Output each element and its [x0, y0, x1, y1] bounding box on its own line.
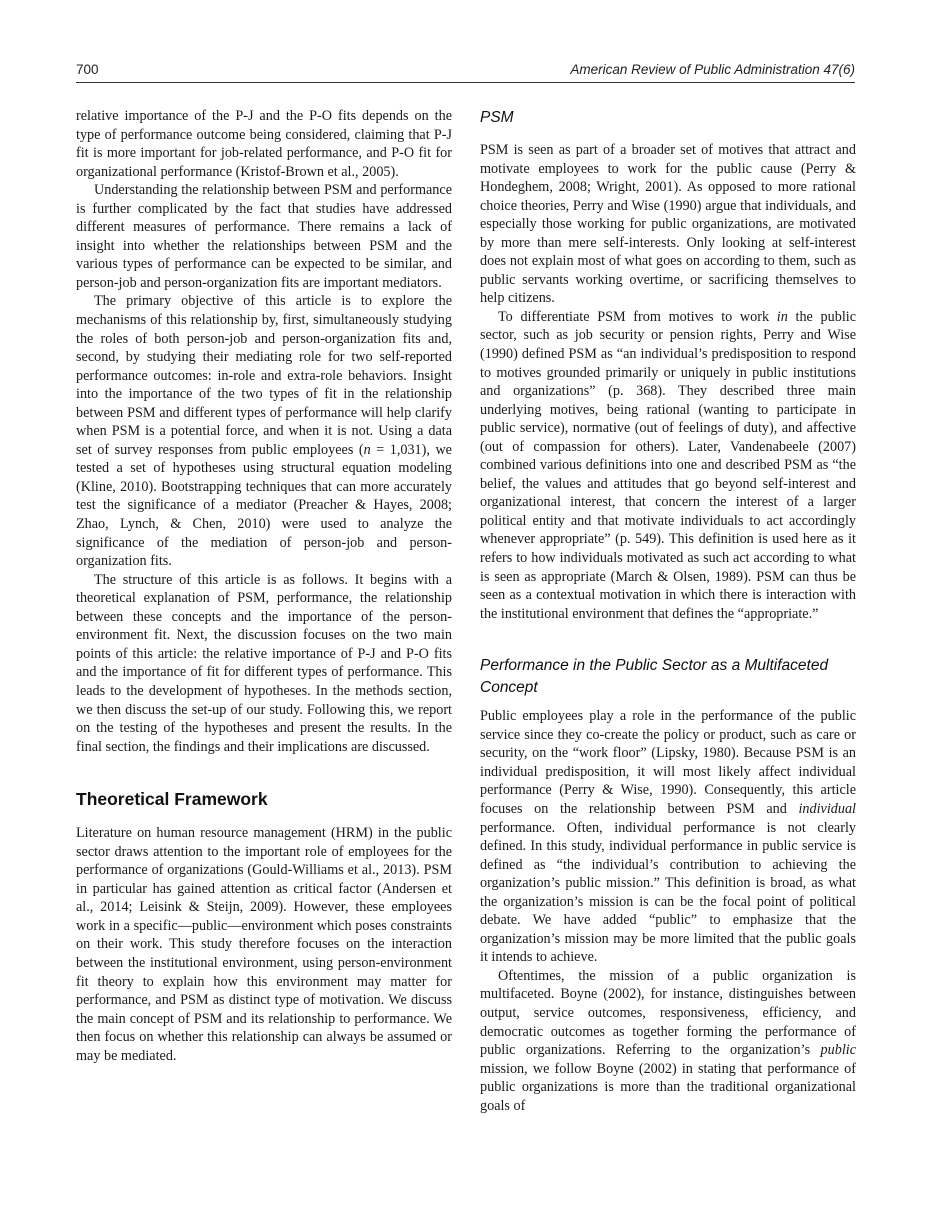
- paragraph: relative importance of the P-J and the P-O fits depends on the type of performance outcome being considered, claiming that P-J fit is more important for job-related performance, and P-O fit for organizational performance (Kristof-Brown et al., 2005).: [76, 108, 452, 180]
- paragraph: Public employees play a role in the performance of the public service since they co-create the policy or product, such as care or security, on the “work floor” (Lipsky, 1980). Because PSM is an individual predisposition, it will most likely affect individual performance (Perry & Wise, 1990). Consequently, this article focuses on the relationship between PSM and individual performance. Often, individual performance is not clearly defined. In this study, individual performance in public service is defined as “the individual’s contribution to achieving the organization’s public mission.” This definition is broad, as what the organization’s mission is can be the focal point of political debate. We have added “public” to emphasize that the organization’s mission may be more limited that the public goals it intends to achieve.: [480, 708, 856, 966]
- paragraph: Understanding the relationship between PSM and performance is further complicated by the fact that studies have addressed different measures of performance. There remains a lack of insight into whether the relationships between PSM and the various types of performance can be expected to be similar, and person-job and person-organization fits are important mediators.: [76, 182, 452, 291]
- paragraph: To differentiate PSM from motives to work in the public sector, such as job security or pension rights, Perry and Wise (1990) defined PSM as “an individual’s predisposition to respond to motives grounded primarily or uniquely in public institutions and organizations” (p. 368). They described three main underlying motives, being rational (wanting to participate in public service), normative (out of feelings of duty), and affective (out of compassion for others). Later, Vandenabeele (2007) combined various definitions into one and described PSM as “the belief, the values and attitudes that go beyond self-interest and organizational interest, that concern the interest of a larger political entity and that motivate individuals to act accordingly whenever appropriate” (p. 549). This definition is used here as it refers to how individuals motivated as such act according to what is seen as appropriate (March & Olsen, 1989). PSM can thus be seen as a contextual motivation in which there is interaction with the institutional environment that defines the “appropriate.”: [480, 308, 857, 622]
- paragraph: Oftentimes, the mission of a public organization is multifaceted. Boyne (2002), for instance, distinguishes between output, service outcomes, responsiveness, efficiency, and democratic outcomes as together forming the performance of public organizations. Referring to the organization’s public mission, we follow Boyne (2002) in stating that performance of public organizations is more than the traditional organizational goals of: [480, 967, 856, 1114]
- paragraph: The primary objective of this article is to explore the mechanisms of this relationship by, first, simultaneously studying the roles of both person-job and person-organization fits and, second, by studying their mediating role for two self-reported performance outcomes: in-role and extra-role behaviors. Insight into the importance of the two types of fit in the relationship between PSM and different types of performance will help clarify when PSM is a potential force, and when it is not. Using a data set of survey responses from public employees (n = 1,031), we tested a set of hypotheses using structural equation modeling (Kline, 2010). Bootstrapping techniques that can more accurately test the significance of a mediator (Preacher & Hayes, 2008; Zhao, Lynch, & Chen, 2010) were used to analyze the significance of the mediation of person-job and person-organization fits.: [76, 293, 452, 570]
- left-column: [76, 107, 452, 1065]
- subsection-heading: Performance in the Public Sector as a Multifaceted Concept: [480, 657, 829, 697]
- page-number: 700: [76, 62, 99, 77]
- section-heading: Theoretical Framework: [76, 789, 268, 810]
- running-header: [76, 62, 855, 77]
- subsection-heading: PSM: [480, 109, 514, 126]
- paragraph: PSM is seen as part of a broader set of motives that attract and motivate employees to work for the public cause (Perry & Hondeghem, 2008; Wright, 2001). As opposed to more rational choice theories, Perry and Wise (1990) argue that individuals, and especially those working for public organizations, are motivated by more than mere self-interests. Only looking at self-interest does not explain most of what goes on according to them, such as public servants working overtime, or sacrificing themselves to help citizens.: [480, 142, 856, 307]
- paragraph: Literature on human resource management (HRM) in the public sector draws attention to the important role of employees for the performance of organizations (Gould-Williams et al., 2013). PSM in particular has gained attention as critical factor (Andersen et al., 2014; Leisink & Steijn, 2009). However, these employees work in a specific—public—environment which poses constraints on their work. This study therefore focuses on the interaction between the institutional environment, using person-environment fit theory to explain how this environment may matter for performance, and PSM as distinct type of motivation. We discuss the main concept of PSM and its relationship to performance. We then focus on whether this relationship can always be assumed or may be mediated.: [76, 825, 452, 1064]
- header-rule: [76, 82, 855, 83]
- journal-title: American Review of Public Administration 47(6): [570, 62, 855, 77]
- right-column: [480, 107, 856, 1115]
- paragraph: The structure of this article is as follows. It begins with a theoretical explanation of PSM, performance, the relationship between these concepts and the importance of the person-environment fit. Next, the discussion focuses on the two main points of this article: the relative importance of P-J and P-O fits and the importance of fit for different types of performance. This leads to the development of hypotheses. In the methods section, we then discuss the set-up of our study. Following this, we report on the testing of the hypotheses and present the results. In the final section, the findings and their implications are discussed.: [76, 571, 452, 755]
